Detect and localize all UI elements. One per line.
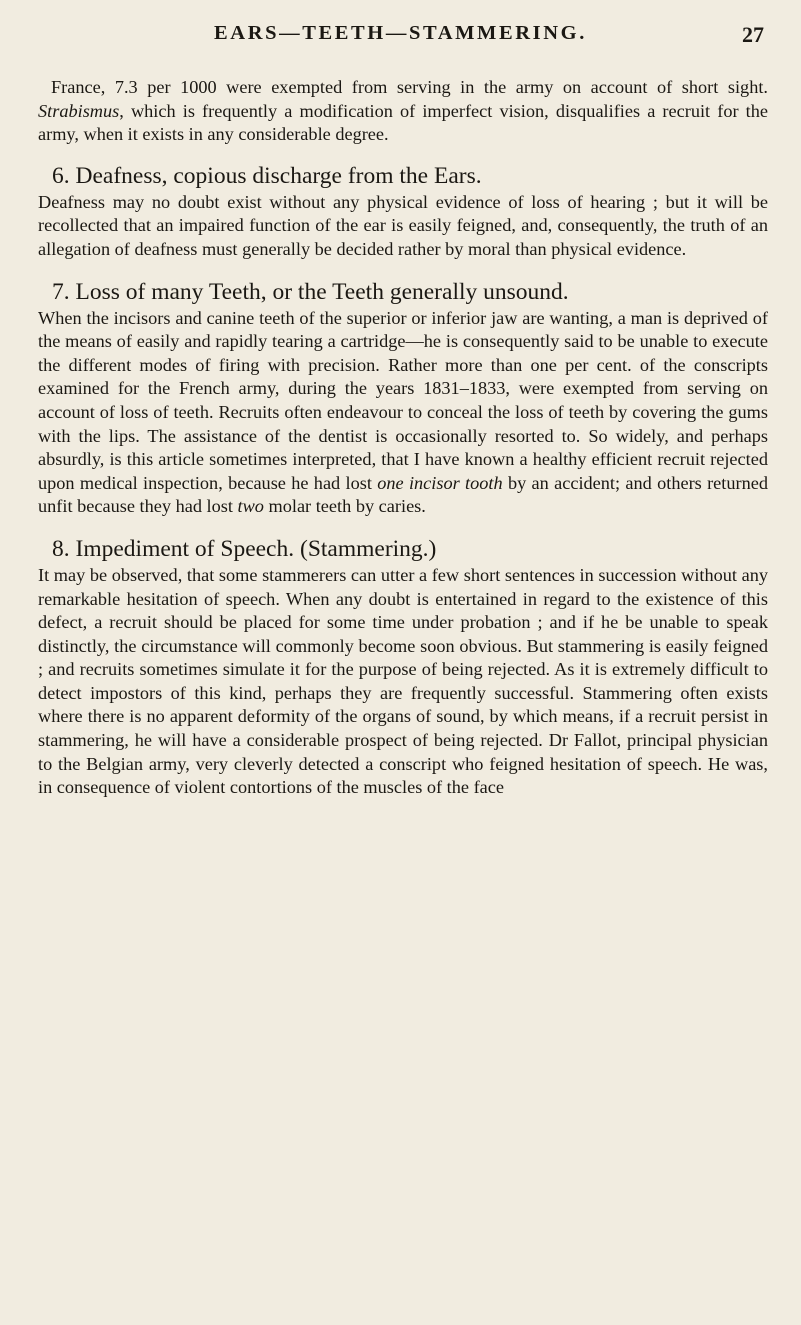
text-segment: It may be observed, that some stammerers can utter a few short sentences in succession without any remarkable hesitation of speech. When any doubt is entertained in regard to the existence of this defect, a recruit should be placed for some time under probation ; and if he be unable to speak distinctly, the circumstance will commonly become soon obvious. But stammering is easily feigned ; and recruits sometimes simulate it for the purpose of being rejected. As it is extremely difficult to detect impostors of this kind, perhaps they are frequently successful. Stammering often exists where there is no apparent deformity of the organs of sound, by which means, if a recruit persist in stammering, he will have a considerable prospect of being rejected. Dr Fallot, principal physician to the Belgian army, very cleverly detected a conscript who feigned hesitation of speech. He was, in consequence of violent contortions of the muscles of the face	[38, 564, 768, 798]
text-segment: , which is frequently a modification of imperfect vision, disqualifies a recruit for the army, when it exists in any considerable degree.	[38, 100, 768, 145]
paragraph-deafness	[38, 191, 768, 262]
running-head	[0, 22, 801, 52]
section-heading-stammering: 8. Impediment of Speech. (Stammering.)	[52, 535, 437, 562]
italic-text-segment: one incisor tooth	[377, 472, 503, 493]
running-head-title: EARS—TEETH—STAMMERING.	[214, 22, 587, 44]
text-segment: Deafness may no doubt exist without any physical evidence of loss of hearing ; but it will be recollected that an impaired function of the ear is easily feigned, and, consequently, the truth of an allegation of deafness must generally be decided rather by moral than physical evidence.	[38, 191, 768, 259]
text-segment: by an accident; and others returned unfit because they had lost	[38, 472, 769, 517]
page-number: 27	[742, 22, 764, 47]
section-heading-deafness: 6. Deafness, copious discharge from the Ears.	[52, 162, 482, 189]
italic-text-segment: two	[237, 496, 264, 517]
italic-text-segment: Strabismus	[38, 100, 120, 121]
text-segment: France, 7.3 per 1000 were exempted from serving in the army on account of short sight.	[51, 77, 768, 97]
body-text	[38, 76, 768, 800]
text-segment: molar teeth by caries.	[263, 496, 426, 517]
section-heading-teeth: 7. Loss of many Teeth, or the Teeth generally unsound.	[52, 278, 569, 305]
paragraph-teeth	[38, 307, 768, 519]
paragraph-stammering	[38, 564, 768, 800]
text-segment: When the incisors and canine teeth of the superior or inferior jaw are wanting, a man is deprived of the means of easily and rapidly tearing a cartridge—he is consequently said to be unable to execute the different modes of firing with precision. Rather more than one per cent. of the conscripts examined for the French army, during the years 1831–1833, were exempted from serving on account of loss of teeth. Recruits often endeavour to conceal the loss of teeth by covering the gums with the lips. The assistance of the dentist is occasionally resorted to. So widely, and perhaps absurdly, is this article sometimes interpreted, that I have known a healthy efficient recruit rejected upon medical inspection, because he had lost	[38, 307, 768, 493]
paragraph-continued	[38, 76, 768, 147]
